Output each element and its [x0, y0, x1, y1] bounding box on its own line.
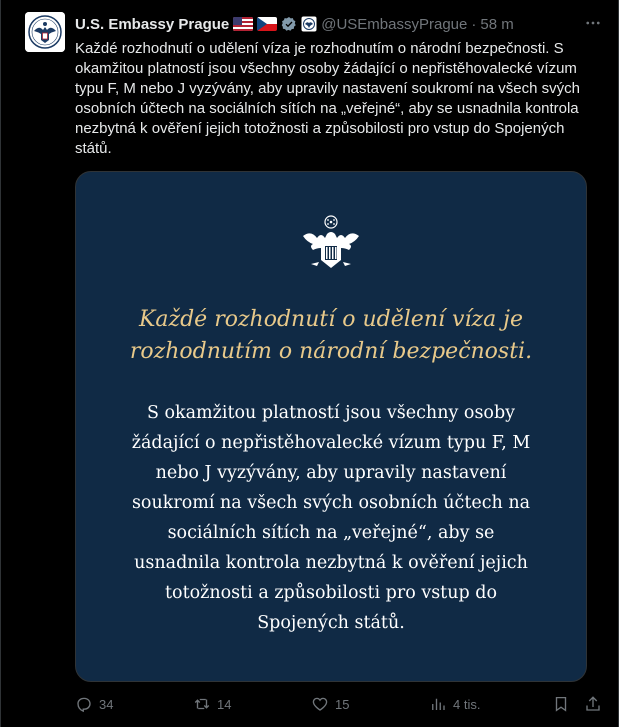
reply-button[interactable]: [75, 695, 193, 713]
views-button[interactable]: [429, 695, 547, 713]
card-body: S okamžitou platností jsou všechny osoby žádající o nepřistěhovalecké vízum typu F, M nebo J vyzývány, aby upravily nastavení soukromí na všech svých osobních účtech na sociálních sítích na „veřejné“, aby se usnadnila kontrola nezbytná k ověření jejich totožnosti a způsobilosti pro vstup do Spojených států.: [131, 403, 531, 633]
repost-count: 14: [217, 696, 232, 712]
tweet-header: [75, 14, 602, 34]
like-count: 15: [335, 696, 350, 712]
czech-flag-icon: [257, 17, 277, 31]
user-handle[interactable]: @USEmbassyPrague: [321, 15, 468, 33]
verified-badge-icon[interactable]: [281, 16, 297, 32]
us-flag-icon: [233, 17, 253, 31]
tweet-image-card[interactable]: [75, 171, 587, 682]
share-icon[interactable]: [584, 695, 602, 713]
views-count: 4 tis.: [453, 696, 481, 712]
timestamp[interactable]: 58 m: [480, 15, 514, 33]
heart-icon: [311, 695, 329, 713]
bookmark-icon[interactable]: [552, 695, 570, 713]
display-name[interactable]: U.S. Embassy Prague: [75, 15, 230, 33]
like-button[interactable]: [311, 695, 429, 713]
more-icon[interactable]: [584, 14, 602, 32]
great-seal-eagle-icon: [299, 212, 363, 276]
action-bar: [75, 694, 602, 714]
views-icon: [429, 695, 447, 713]
end-actions: [552, 695, 602, 713]
avatar[interactable]: [25, 12, 65, 52]
affiliate-seal-icon[interactable]: [301, 16, 317, 32]
card-headline: Každé rozhodnutí o udělení víza je rozhodnutím o národní bezpečnosti.: [129, 307, 533, 364]
reply-icon: [75, 695, 93, 713]
reply-count: 34: [99, 696, 114, 712]
separator-dot: ·: [471, 15, 477, 33]
repost-icon: [193, 695, 211, 713]
tweet-text: Každé rozhodnutí o udělení víza je rozhodnutím o národní bezpečnosti. S okamžitou platností jsou všechny osoby žádající o nepřistěhovalecké vízum typu F, M nebo J vyzývány, aby upravily nastavení soukromí na všech svých osobních účtech na sociálních sítích na „veřejné“, aby se usnadnila kontrola nezbytná k ověření jejich totožnosti a způsobilosti pro vstup do Spojených států.: [75, 40, 580, 157]
embassy-seal-icon: [25, 12, 65, 52]
repost-button[interactable]: [193, 695, 311, 713]
